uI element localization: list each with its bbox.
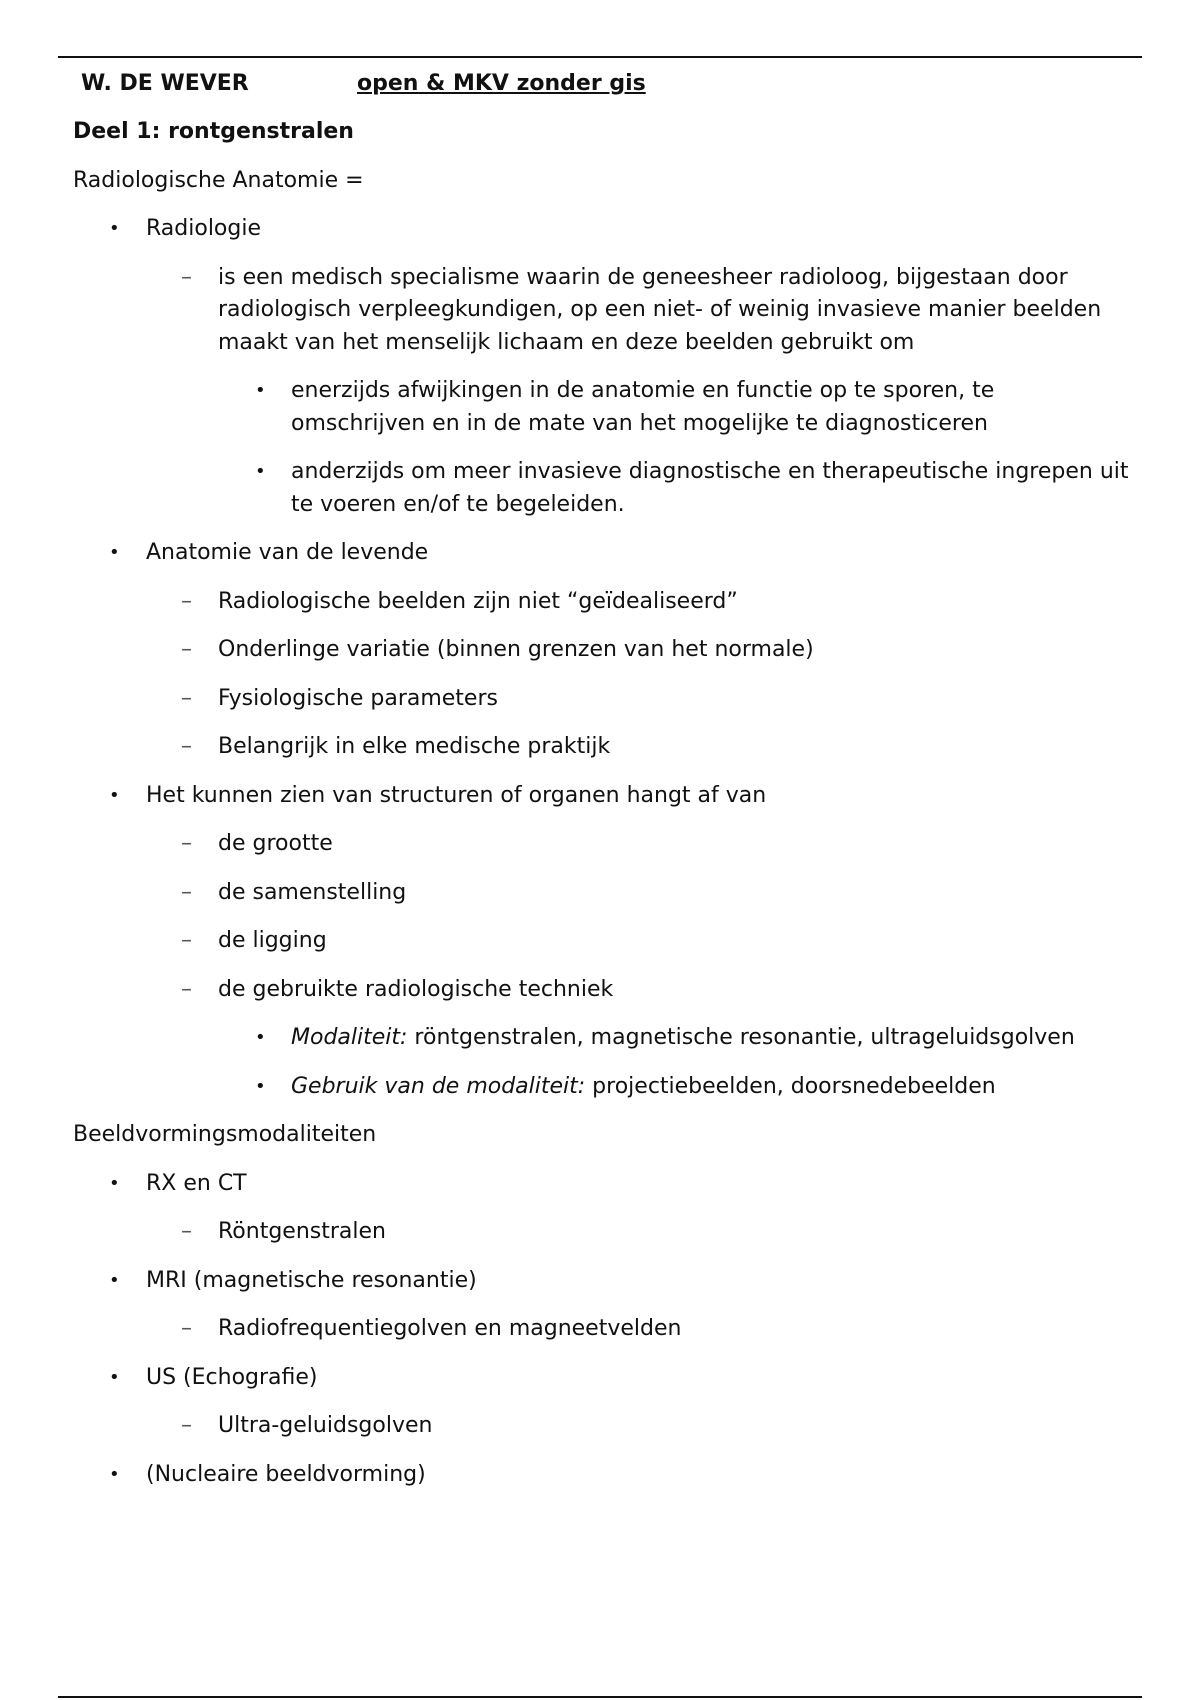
list-item-label: Gebruik van de modaliteit: xyxy=(291,1073,586,1099)
list-item-text: Radiologische beelden zijn niet “geïdealiseerd” xyxy=(218,588,738,614)
list-item xyxy=(73,828,1133,861)
list-item-text: de ligging xyxy=(218,928,327,953)
list-item-text: Radiologie xyxy=(146,216,262,241)
list-item-text: Anatomie van de levende xyxy=(146,540,429,565)
list-item xyxy=(73,974,1133,1007)
list-item-text: de grootte xyxy=(218,831,333,856)
list-item-text: Fysiologische parameters xyxy=(218,685,498,711)
list-item xyxy=(73,1265,1133,1298)
list-item xyxy=(73,683,1133,716)
list-item xyxy=(73,586,1133,619)
list-item xyxy=(73,1459,1133,1492)
list-item-text: MRI (magnetische resonantie) xyxy=(146,1267,477,1293)
list-item xyxy=(73,1216,1133,1249)
list-item-label: Modaliteit: xyxy=(291,1025,408,1050)
header-course: open & MKV zonder gis xyxy=(357,71,646,96)
document-page xyxy=(73,68,1133,1491)
list-item-text: RX en CT xyxy=(146,1170,247,1196)
section-title: Deel 1: rontgenstralen xyxy=(73,119,354,144)
list-item-text: enerzijds afwijkingen in de anatomie en functie op te sporen, te omschrijven en in de mate van het mogelijke te diagnosticeren xyxy=(291,378,995,436)
bullet-list-modalities xyxy=(73,1168,1133,1492)
list-item-text: Belangrijk in elke medische praktijk xyxy=(218,734,611,759)
list-item xyxy=(73,634,1133,667)
list-item xyxy=(73,731,1133,764)
list-item-text: Röntgenstralen xyxy=(218,1219,386,1244)
list-item xyxy=(73,1362,1133,1395)
list-item xyxy=(73,537,1133,570)
list-item-text: projectiebeelden, doorsnedebeelden xyxy=(585,1073,996,1099)
list-item-text: (Nucleaire beeldvorming) xyxy=(146,1461,426,1487)
list-item xyxy=(73,877,1133,910)
list-item xyxy=(73,1410,1133,1443)
list-item-text: Ultra-geluidsgolven xyxy=(218,1413,433,1438)
section2-title: Beeldvormingsmodaliteiten xyxy=(73,1122,377,1147)
list-item-text: US (Echografie) xyxy=(146,1364,318,1390)
intro-text: Radiologische Anatomie = xyxy=(73,167,364,193)
list-item-text: de gebruikte radiologische techniek xyxy=(218,976,614,1002)
list-item xyxy=(73,262,1133,360)
list-item-text: is een medisch specialisme waarin de geneesheer radioloog, bijgestaan door radiologisch verpleegkundigen, op een niet- of weinig invasieve manier beelden maakt van het menselijk lichaam en deze beelden gebruikt om xyxy=(218,264,1102,355)
list-item xyxy=(73,780,1133,813)
list-item-text: Onderlinge variatie (binnen grenzen van het normale) xyxy=(218,637,814,662)
header-author: W. DE WEVER xyxy=(81,71,249,96)
list-item xyxy=(73,1022,1133,1055)
list-item xyxy=(73,925,1133,958)
list-item xyxy=(73,1313,1133,1346)
list-item-text: Het kunnen zien van structuren of organen hangt af van xyxy=(146,782,767,808)
top-rule xyxy=(58,56,1142,58)
list-item xyxy=(73,456,1133,521)
list-item xyxy=(73,213,1133,246)
list-item-text: röntgenstralen, magnetische resonantie, ultrageluidsgolven xyxy=(407,1025,1075,1050)
list-item xyxy=(73,375,1133,440)
list-item xyxy=(73,1168,1133,1201)
list-item-text: anderzijds om meer invasieve diagnostische en therapeutische ingrepen uit te voeren en/of te begeleiden. xyxy=(291,459,1129,517)
page-header xyxy=(73,68,1133,104)
list-item xyxy=(73,1071,1133,1104)
bullet-list-anatomy xyxy=(73,213,1133,1103)
bottom-rule xyxy=(58,1696,1142,1698)
list-item-text: de samenstelling xyxy=(218,879,407,905)
list-item-text: Radiofrequentiegolven en magneetvelden xyxy=(218,1316,682,1341)
